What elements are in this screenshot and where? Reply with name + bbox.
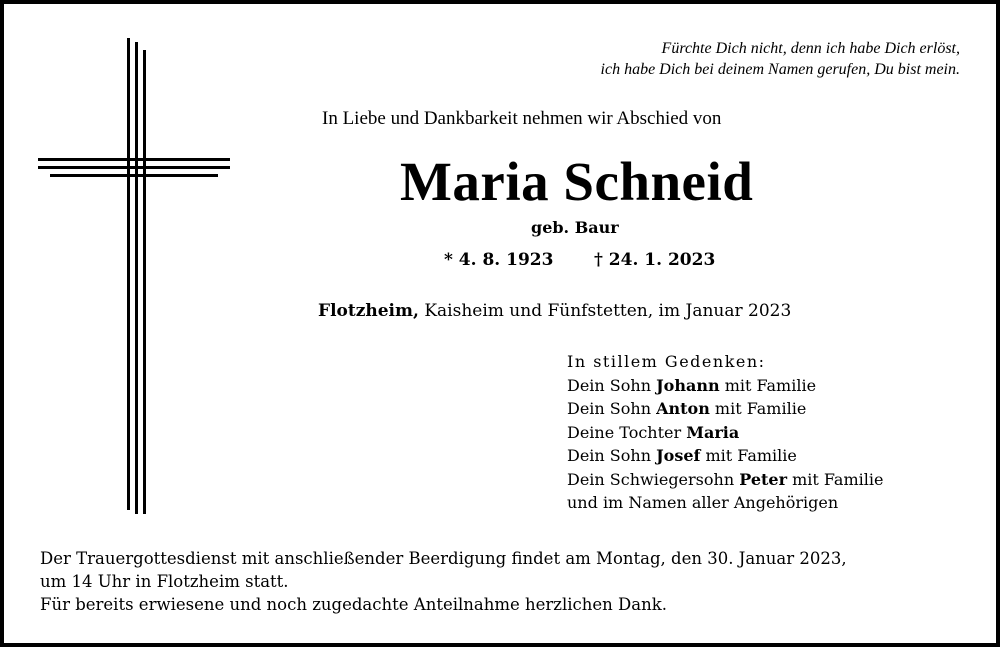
mourner-row — [567, 397, 883, 421]
maiden-name: geb. Baur — [531, 218, 619, 237]
mourner-name: Anton — [656, 399, 710, 418]
mourner-suffix: mit Familie — [709, 399, 807, 418]
mourner-row — [567, 468, 883, 492]
thanks-line: Für bereits erwiesene und noch zugedachte Anteilnahme herzlichen Dank. — [40, 595, 667, 614]
service-info — [40, 547, 847, 616]
mourner-suffix: mit Familie — [719, 375, 817, 395]
place-rest: Kaisheim und Fünfstetten, im Januar 2023 — [418, 301, 792, 321]
mourners-closing: und im Namen aller Angehörigen — [567, 493, 839, 512]
birth-date: * 4. 8. 1923 — [444, 250, 554, 270]
mourner-row — [567, 421, 883, 445]
service-line-2: um 14 Uhr in Flotzheim statt. — [40, 572, 289, 591]
place-date-line — [318, 301, 791, 321]
mourners-heading: In stillem Gedenken: — [567, 352, 766, 371]
mourner-suffix: mit Familie — [787, 469, 884, 489]
intro-text: In Liebe und Dankbarkeit nehmen wir Abschied von — [322, 108, 722, 129]
mourner-relation: Dein Sohn — [567, 375, 657, 395]
mourner-name: Maria — [686, 422, 740, 442]
mourner-name: Peter — [739, 469, 787, 489]
mourners-list — [567, 350, 883, 515]
quote-line-2: ich habe Dich bei deinem Namen gerufen, Du bist mein. — [600, 61, 960, 78]
mourner-name: Johann — [656, 375, 720, 395]
death-date: † 24. 1. 2023 — [594, 250, 716, 270]
quote-line-1: Fürchte Dich nicht, denn ich habe Dich erlöst, — [661, 40, 960, 57]
mourner-relation: Dein Schwiegersohn — [567, 469, 740, 489]
mourner-relation: Dein Sohn — [567, 446, 657, 465]
mourner-row — [567, 374, 883, 398]
place-town: Flotzheim, — [318, 301, 419, 321]
mourner-relation: Dein Sohn — [567, 399, 657, 418]
deceased-name: Maria Schneid — [400, 151, 754, 212]
mourner-row — [567, 444, 883, 468]
service-line-1: Der Trauergottesdienst mit anschließender Beerdigung findet am Montag, den 30. Januar 2023, — [40, 549, 847, 568]
mourner-relation: Deine Tochter — [567, 422, 687, 442]
mourner-name: Josef — [656, 446, 701, 465]
bible-quote — [4, 38, 960, 80]
cross-icon — [38, 38, 230, 510]
mourner-suffix: mit Familie — [700, 446, 797, 465]
